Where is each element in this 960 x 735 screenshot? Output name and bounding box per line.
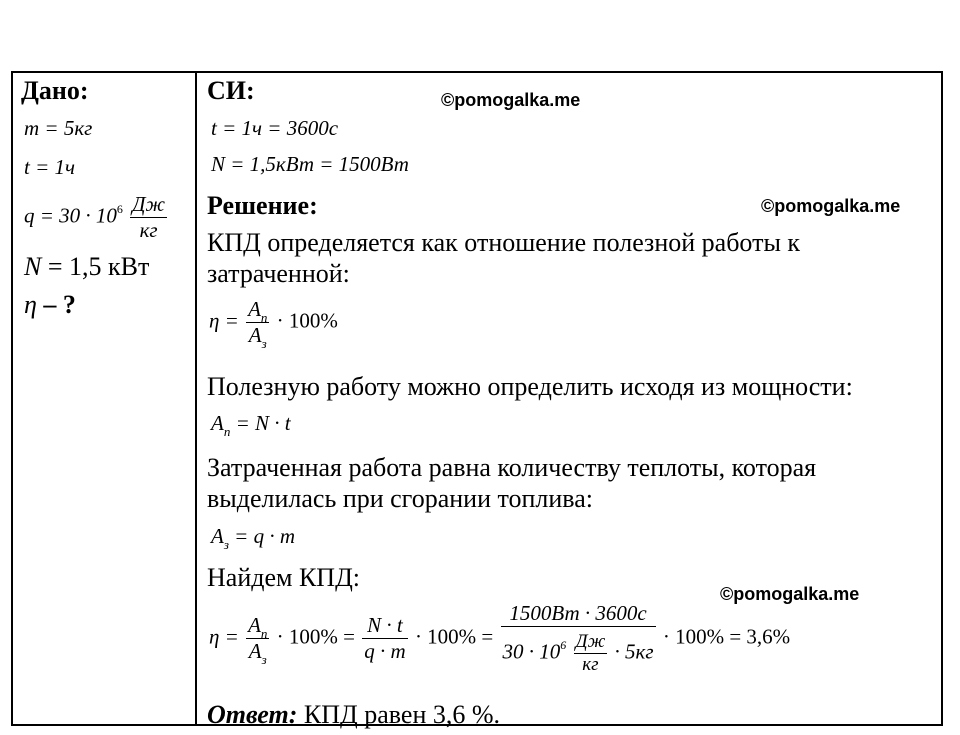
- final-step-2: · 100% =: [414, 624, 494, 649]
- spent-work-symbol: A: [248, 639, 262, 663]
- given-time: t = 1ч: [24, 155, 76, 179]
- si-time-conversion: t = 1ч = 3600с: [211, 116, 339, 140]
- useful-work-symbol: A: [248, 297, 261, 321]
- formula-efficiency: [209, 297, 338, 351]
- answer-text: КПД равен 3,6 %.: [297, 700, 501, 729]
- final-den-unit-den: кг: [574, 653, 608, 676]
- final-step-1: · 100% =: [276, 624, 356, 649]
- useful-work-symbol: A: [211, 411, 224, 435]
- given-mass: m = 5кг: [24, 116, 93, 140]
- formula-final-calculation: [209, 601, 790, 676]
- final-fraction-3-num: 1500Вт · 3600с: [509, 601, 647, 625]
- given-title: Дано:: [21, 76, 89, 105]
- paragraph-3-line-1: Затраченная работа равна количеству теплоты, которая: [207, 453, 817, 482]
- spent-work-symbol: A: [211, 524, 224, 548]
- spent-work-expression: = q · m: [228, 524, 295, 548]
- spent-work-sub: з: [223, 537, 229, 552]
- formula-eta-lhs: η =: [209, 308, 239, 333]
- si-title: СИ:: [207, 76, 255, 105]
- given-power: [24, 252, 149, 282]
- si-power-conversion: N = 1,5кВт = 1500Вт: [211, 152, 409, 176]
- given-heat-value: [24, 192, 169, 243]
- final-eta-lhs: η =: [209, 624, 239, 649]
- find-symbol: η: [24, 290, 37, 319]
- paragraph-1-line-2: затраченной:: [207, 259, 350, 288]
- given-power-value: = 1,5 кВт: [41, 252, 150, 281]
- formula-spent-work: [211, 524, 295, 552]
- formula-useful-work: [211, 411, 291, 439]
- watermark: ©pomogalka.me: [720, 584, 860, 604]
- paragraph-2: Полезную работу можно определить исходя из мощности:: [207, 372, 853, 401]
- watermark: ©pomogalka.me: [761, 196, 901, 216]
- given-q-unit-den: кг: [130, 217, 167, 243]
- useful-work-sub: п: [260, 310, 268, 325]
- final-fraction-2-num: N · t: [367, 613, 403, 637]
- final-result: · 100% = 3,6%: [662, 624, 791, 649]
- final-den-suffix: · 5кг: [614, 639, 654, 664]
- final-den-prefix: 30 · 10: [502, 639, 561, 664]
- spent-work-sub: з: [261, 652, 267, 667]
- useful-work-sub: п: [223, 424, 231, 439]
- final-den-unit-num: Дж: [575, 631, 606, 652]
- spent-work-symbol: A: [248, 323, 262, 347]
- given-q-prefix: q = 30 · 10: [24, 203, 117, 228]
- answer-label: Ответ:: [207, 700, 298, 729]
- spent-work-sub: з: [261, 336, 267, 351]
- final-fraction-2-den: q · m: [364, 639, 406, 663]
- paragraph-4: Найдем КПД:: [207, 563, 361, 592]
- useful-work-symbol: A: [248, 613, 261, 637]
- paragraph-3-line-2: выделилась при сгорании топлива:: [207, 484, 594, 513]
- paragraph-1-line-1: КПД определяется как отношение полезной работы к: [207, 228, 801, 257]
- column-divider: [195, 71, 197, 726]
- useful-work-sub: п: [260, 626, 268, 641]
- answer-line: [207, 700, 500, 730]
- given-q-unit-num: Дж: [132, 192, 166, 216]
- formula-percent: · 100%: [276, 308, 338, 333]
- watermark: ©pomogalka.me: [441, 90, 581, 110]
- find-question: – ?: [36, 290, 76, 319]
- given-q-exponent: 6: [116, 202, 123, 217]
- given-find: [24, 290, 76, 320]
- final-den-exponent: 6: [560, 638, 567, 653]
- given-power-symbol: N: [24, 252, 42, 281]
- solution-title: Решение:: [207, 191, 318, 220]
- useful-work-expression: = N · t: [230, 411, 291, 435]
